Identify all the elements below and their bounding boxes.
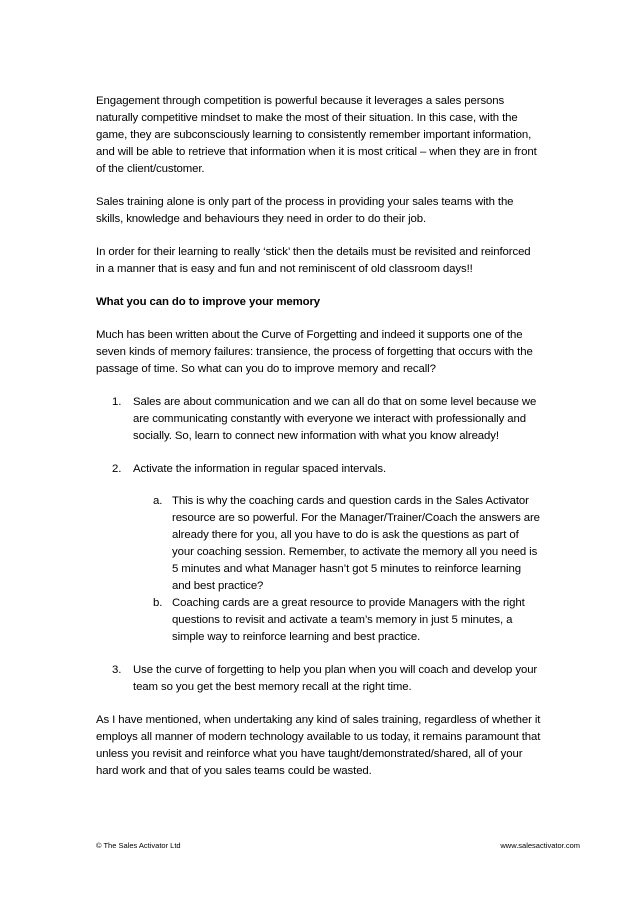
sub-list-marker: a. [153,495,163,507]
list-item-text: Sales are about communication and we can all do that on some level because we are communicating constantly with everyone we interact with professionally and socially. So, learn to connect new information with what you know already! [133,396,537,442]
sub-list-item-text: This is why the coaching cards and question cards in the Sales Activator resource are so powerful. For the Manager/Trainer/Coach the answers are already there for you, all you have to do is ask the questions as part of your coaching session. Remember, to activate the memory all you need is 5 minutes and what Manager hasn’t got 5 minutes to reinforce learning and best practice? [172,495,540,592]
paragraph-sales-training: Sales training alone is only part of the process in providing your sales teams with the skills, knowledge and behaviours they need in order to do their job. [96,196,514,225]
paragraph-learning-stick: In order for their learning to really ‘stick’ then the details must be revisited and reinforced in a manner that is easy and fun and not reminiscent of old classroom days!! [96,246,531,275]
sub-list-item-text: Coaching cards are a great resource to provide Managers with the right questions to revisit and activate a team’s memory in just 5 minutes, a simple way to reinforce learning and best practice. [172,597,525,643]
list-marker: 3. [112,664,122,676]
paragraph-curve-of-forgetting: Much has been written about the Curve of Forgetting and indeed it supports one of the seven kinds of memory failures: transience, the process of forgetting that occurs with the passage of time. So what can you do to improve memory and recall? [96,329,533,375]
list-item-text: Activate the information in regular spaced intervals. [133,463,387,475]
footer-copyright: © The Sales Activator Ltd [96,841,181,850]
list-item-2 [96,461,542,478]
list-marker: 2. [112,463,122,475]
page-footer [96,841,580,851]
list-item-text: Use the curve of forgetting to help you plan when you will coach and develop your team so you get the best memory recall at the right time. [133,664,538,693]
document-body [96,93,542,796]
list-item-1 [96,394,542,445]
sub-list [96,493,542,646]
sub-list-item-a [96,493,542,595]
list-item-3 [96,662,542,696]
list-marker: 1. [112,396,122,408]
footer-website: www.salesactivator.com [500,841,580,850]
sub-list-marker: b. [153,597,163,609]
paragraph-conclusion: As I have mentioned, when undertaking any kind of sales training, regardless of whether it employs all manner of modern technology available to us today, it remains paramount that unless you revisit and reinforce what you have taught/demonstrated/shared, all of your hard work and that of you sales teams could be wasted. [96,714,541,777]
section-heading: What you can do to improve your memory [96,296,321,308]
paragraph-engagement: Engagement through competition is powerful because it leverages a sales persons naturally competitive mindset to make the most of their situation. In this case, with the game, they are subconsciously learning to consistently remember important information, and will be able to retrieve that information when it is most critical – when they are in front of the client/customer. [96,95,537,175]
sub-list-item-b [96,595,542,646]
